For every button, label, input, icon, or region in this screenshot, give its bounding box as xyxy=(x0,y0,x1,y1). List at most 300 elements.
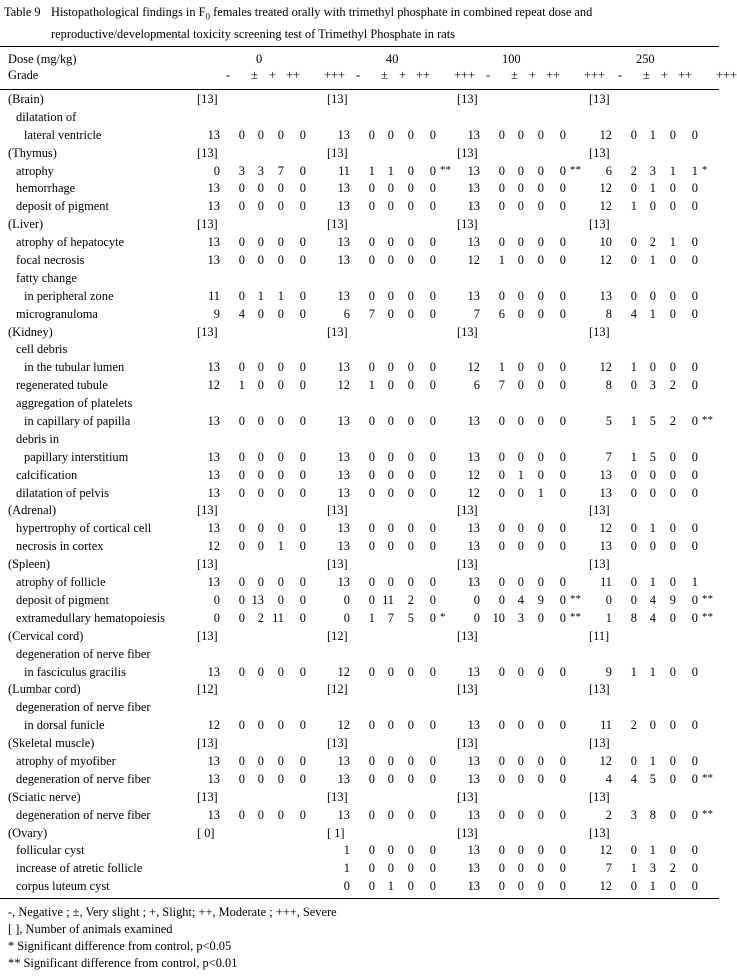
grade-count: 0 xyxy=(630,753,637,768)
grade-count: 3 xyxy=(257,163,264,178)
grade-count: 0 xyxy=(368,467,375,482)
grade-count: 0 xyxy=(299,235,306,250)
grade-count: 6 xyxy=(605,163,612,178)
grade-count: 1 xyxy=(630,360,637,375)
animal-count: [11] xyxy=(589,628,610,643)
grade-count: 1 xyxy=(669,235,676,250)
grade-count: 0 xyxy=(669,575,676,590)
significance-marker: * xyxy=(440,610,446,623)
animal-count: [13] xyxy=(589,736,610,751)
grade-count: 0 xyxy=(299,753,306,768)
grade-count: 0 xyxy=(299,718,306,733)
grade-count: 0 xyxy=(517,575,524,590)
animal-count: [13] xyxy=(197,789,218,804)
grade-count: 0 xyxy=(387,306,394,321)
grade-count: 0 xyxy=(517,718,524,733)
grade-count: 0 xyxy=(299,664,306,679)
grade-count: 0 xyxy=(537,771,544,786)
grade-count: 0 xyxy=(630,467,637,482)
organ-name: (Lumbar cord) xyxy=(8,682,81,697)
grade-count: 0 xyxy=(691,539,698,554)
finding-row xyxy=(0,521,721,539)
organ-row xyxy=(0,92,721,110)
grade-count: 0 xyxy=(429,575,436,590)
grade-count: 0 xyxy=(669,181,676,196)
grade-count: 13 xyxy=(337,288,350,303)
grade-count: 13 xyxy=(599,485,612,500)
grade-count: 0 xyxy=(429,288,436,303)
grade-count: 0 xyxy=(517,181,524,196)
finding-name: extramedullary hematopoiesis xyxy=(16,610,165,625)
grade-count: 12 xyxy=(599,521,612,536)
table-body xyxy=(0,92,721,897)
grade-count: 13 xyxy=(467,199,480,214)
grade-count: 0 xyxy=(387,181,394,196)
grade-count: 0 xyxy=(368,199,375,214)
grade-count: 0 xyxy=(407,253,414,268)
grade-count: 1 xyxy=(649,753,656,768)
finding-row xyxy=(0,199,721,217)
grade-count: 13 xyxy=(337,360,350,375)
title-subscript: 0 xyxy=(205,11,211,22)
finding-row xyxy=(0,861,721,879)
finding-row xyxy=(0,110,721,128)
grade-count: 0 xyxy=(387,861,394,876)
animal-count: [ 0] xyxy=(197,825,215,840)
grade-count: 13 xyxy=(599,288,612,303)
grade-count: 13 xyxy=(337,449,350,464)
finding-name: microgranuloma xyxy=(16,306,98,321)
grade-count: 0 xyxy=(368,861,375,876)
grade-count: 0 xyxy=(559,485,566,500)
finding-row xyxy=(0,611,721,629)
grade-count: 0 xyxy=(299,610,306,625)
grade-count: 0 xyxy=(517,253,524,268)
grade-count: 8 xyxy=(630,610,637,625)
grade-count: 0 xyxy=(537,807,544,822)
grade-count: 7 xyxy=(277,163,284,178)
organ-row xyxy=(0,736,721,754)
grade-count: 13 xyxy=(337,539,350,554)
grade-count: 0 xyxy=(537,610,544,625)
grade-count: 0 xyxy=(537,449,544,464)
grade-count: 0 xyxy=(669,843,676,858)
animal-count: [13] xyxy=(327,145,348,160)
animal-count: [13] xyxy=(197,145,218,160)
grade-count: 0 xyxy=(299,521,306,536)
grade-count: 0 xyxy=(429,127,436,142)
grade-count: 0 xyxy=(368,127,375,142)
finding-row xyxy=(0,468,721,486)
grade-count: 1 xyxy=(517,467,524,482)
grade-count: 0 xyxy=(368,235,375,250)
grade-count: 0 xyxy=(277,127,284,142)
grade-count: 0 xyxy=(299,163,306,178)
grade-count: 0 xyxy=(257,539,264,554)
grade-count: 13 xyxy=(467,163,480,178)
organ-name: (Adrenal) xyxy=(8,503,57,518)
grade-count: 8 xyxy=(605,378,612,393)
finding-row xyxy=(0,307,721,325)
organ-row xyxy=(0,557,721,575)
grade-count: 0 xyxy=(559,861,566,876)
grade-count: 0 xyxy=(299,127,306,142)
grade-count: 3 xyxy=(238,163,245,178)
grade-col-0-0: - xyxy=(226,68,231,82)
grade-count: 13 xyxy=(251,592,264,607)
grade-col-3-2: + xyxy=(661,68,668,82)
grade-col-1-4: +++ xyxy=(454,68,475,82)
grade-count: 13 xyxy=(207,199,220,214)
grade-count: 0 xyxy=(238,181,245,196)
grade-count: 0 xyxy=(407,843,414,858)
grade-count: 4 xyxy=(649,592,656,607)
grade-count: 13 xyxy=(467,771,480,786)
animal-count: [13] xyxy=(327,557,348,572)
grade-count: 0 xyxy=(238,360,245,375)
organ-row xyxy=(0,790,721,808)
animal-count: [13] xyxy=(457,92,478,106)
grade-count: 13 xyxy=(207,575,220,590)
animal-count: [13] xyxy=(197,557,218,572)
grade-count: 0 xyxy=(368,288,375,303)
finding-row xyxy=(0,808,721,826)
grade-count: 13 xyxy=(337,127,350,142)
finding-name: in peripheral zone xyxy=(24,288,114,303)
animal-count: [13] xyxy=(589,503,610,518)
grade-count: 0 xyxy=(498,879,505,894)
grade-count: 4 xyxy=(630,771,637,786)
grade-count: 4 xyxy=(649,610,656,625)
grade-count: 0 xyxy=(691,718,698,733)
grade-count: 0 xyxy=(277,306,284,321)
grade-count: 0 xyxy=(387,753,394,768)
grade-count: 12 xyxy=(337,664,350,679)
significance-marker: ** xyxy=(702,414,713,427)
grade-count: 0 xyxy=(559,449,566,464)
finding-name: necrosis in cortex xyxy=(16,539,104,554)
grade-count: 0 xyxy=(517,449,524,464)
animal-count: [13] xyxy=(457,682,478,697)
grade-count: 13 xyxy=(207,360,220,375)
grade-count: 0 xyxy=(691,467,698,482)
grade-count: 0 xyxy=(669,521,676,536)
grade-count: 0 xyxy=(343,592,350,607)
grade-count: 0 xyxy=(537,163,544,178)
grade-count: 0 xyxy=(407,306,414,321)
grade-count: 12 xyxy=(207,539,220,554)
finding-row xyxy=(0,164,721,182)
animal-count: [13] xyxy=(457,825,478,840)
significance-marker: ** xyxy=(702,807,713,820)
grade-col-2-3: ++ xyxy=(546,68,560,82)
grade-count: 0 xyxy=(429,664,436,679)
grade-count: 0 xyxy=(429,843,436,858)
grade-count: 0 xyxy=(257,253,264,268)
grade-count: 0 xyxy=(498,414,505,429)
grade-count: 0 xyxy=(387,378,394,393)
finding-row xyxy=(0,647,721,665)
grade-count: 13 xyxy=(337,807,350,822)
grade-count: 1 xyxy=(649,181,656,196)
table-title xyxy=(51,3,721,43)
grade-count: 3 xyxy=(649,378,656,393)
grade-count: 13 xyxy=(337,199,350,214)
finding-row xyxy=(0,396,721,414)
finding-name: corpus luteum cyst xyxy=(16,879,110,894)
grade-count: 0 xyxy=(368,753,375,768)
grade-count: 0 xyxy=(498,718,505,733)
grade-count: 0 xyxy=(238,592,245,607)
grade-count: 0 xyxy=(669,253,676,268)
grade-count: 0 xyxy=(299,360,306,375)
grade-count: 13 xyxy=(467,861,480,876)
animal-count: [13] xyxy=(327,324,348,339)
finding-row xyxy=(0,879,721,897)
grade-count: 0 xyxy=(368,360,375,375)
grade-col-3-1: ± xyxy=(643,68,650,82)
grade-count: 5 xyxy=(407,610,414,625)
grade-count: 0 xyxy=(238,610,245,625)
grade-count: 0 xyxy=(277,575,284,590)
finding-name: in dorsal funicle xyxy=(24,718,105,733)
grade-count: 0 xyxy=(387,288,394,303)
grade-count: 0 xyxy=(299,807,306,822)
grade-count: 0 xyxy=(387,449,394,464)
grade-count: 2 xyxy=(649,235,656,250)
grade-count: 0 xyxy=(299,467,306,482)
grade-count: 0 xyxy=(630,592,637,607)
grade-count: 0 xyxy=(669,306,676,321)
animal-count: [13] xyxy=(457,217,478,232)
dose-250: 250 xyxy=(636,52,655,66)
grade-count: 0 xyxy=(669,485,676,500)
grade-count: 13 xyxy=(337,575,350,590)
grade-count: 0 xyxy=(429,467,436,482)
grade-count: 0 xyxy=(257,449,264,464)
grade-count: 0 xyxy=(537,127,544,142)
grade-count: 0 xyxy=(517,807,524,822)
grade-count: 0 xyxy=(257,521,264,536)
grade-col-2-0: - xyxy=(486,68,491,82)
grade-count: 0 xyxy=(387,539,394,554)
grade-count: 0 xyxy=(559,879,566,894)
grade-count: 0 xyxy=(517,485,524,500)
grade-count: 0 xyxy=(669,753,676,768)
grade-count: 0 xyxy=(387,521,394,536)
grade-count: 0 xyxy=(559,360,566,375)
grade-count: 1 xyxy=(649,127,656,142)
grade-count: 1 xyxy=(649,253,656,268)
finding-name: hemorrhage xyxy=(16,181,76,196)
grade-col-0-3: ++ xyxy=(286,68,300,82)
grade-count: 1 xyxy=(343,861,350,876)
grade-count: 0 xyxy=(368,539,375,554)
animal-count: [13] xyxy=(457,736,478,751)
grade-count: 0 xyxy=(559,575,566,590)
finding-name: degeneration of nerve fiber xyxy=(16,700,151,715)
grade-count: 13 xyxy=(207,521,220,536)
finding-row xyxy=(0,665,721,683)
grade-count: 0 xyxy=(238,575,245,590)
grade-count: 0 xyxy=(299,592,306,607)
grade-count: 0 xyxy=(498,539,505,554)
grade-count: 2 xyxy=(605,807,612,822)
grade-count: 13 xyxy=(467,539,480,554)
grade-count: 0 xyxy=(343,879,350,894)
grade-col-1-2: + xyxy=(399,68,406,82)
animal-count: [12] xyxy=(197,682,218,697)
grade-count: 0 xyxy=(407,771,414,786)
grade-count: 0 xyxy=(537,521,544,536)
animal-count: [13] xyxy=(457,324,478,339)
finding-row xyxy=(0,378,721,396)
grade-count: 0 xyxy=(691,181,698,196)
grade-count: 3 xyxy=(649,163,656,178)
grade-count: 0 xyxy=(649,199,656,214)
footnote-p05: * Significant difference from control, p<0.05 xyxy=(8,939,232,953)
grade-count: 13 xyxy=(207,664,220,679)
grade-count: 0 xyxy=(473,610,480,625)
grade-count: 0 xyxy=(429,879,436,894)
grade-count: 0 xyxy=(649,539,656,554)
grade-count: 0 xyxy=(559,467,566,482)
grade-count: 0 xyxy=(407,664,414,679)
grade-count: 0 xyxy=(429,771,436,786)
grade-count: 1 xyxy=(630,861,637,876)
grade-count: 7 xyxy=(605,861,612,876)
grade-count: 7 xyxy=(605,449,612,464)
grade-count: 0 xyxy=(387,414,394,429)
grade-count: 12 xyxy=(599,879,612,894)
grade-count: 12 xyxy=(207,718,220,733)
grade-count: 0 xyxy=(691,879,698,894)
grade-count: 0 xyxy=(517,664,524,679)
grade-count: 0 xyxy=(238,467,245,482)
grade-count: 1 xyxy=(498,253,505,268)
grade-count: 0 xyxy=(498,843,505,858)
grade-count: 1 xyxy=(649,306,656,321)
grade-count: 0 xyxy=(691,592,698,607)
animal-count: [13] xyxy=(589,92,610,106)
grade-count: 0 xyxy=(429,610,436,625)
finding-name: in capillary of papilla xyxy=(24,414,131,429)
grade-count: 0 xyxy=(498,181,505,196)
grade-count: 1 xyxy=(691,575,698,590)
grade-count: 13 xyxy=(207,127,220,142)
table-label: Table 9 xyxy=(4,5,41,19)
grade-count: 0 xyxy=(669,539,676,554)
grade-count: 0 xyxy=(277,414,284,429)
grade-count: 13 xyxy=(207,449,220,464)
grade-count: 0 xyxy=(407,467,414,482)
animal-count: [13] xyxy=(197,628,218,643)
grade-count: 0 xyxy=(498,861,505,876)
organ-name: (Skeletal muscle) xyxy=(8,736,95,751)
grade-count: 0 xyxy=(387,253,394,268)
grade-count: 0 xyxy=(257,360,264,375)
grade-count: 0 xyxy=(691,360,698,375)
grade-count: 0 xyxy=(537,181,544,196)
grade-count: 0 xyxy=(559,306,566,321)
grade-count: 0 xyxy=(407,181,414,196)
grade-count: 2 xyxy=(669,414,676,429)
grade-count: 0 xyxy=(429,753,436,768)
dose-0: 0 xyxy=(256,52,263,66)
finding-row xyxy=(0,754,721,772)
grade-count: 0 xyxy=(517,414,524,429)
grade-count: 0 xyxy=(691,753,698,768)
grade-count: 0 xyxy=(429,861,436,876)
grade-count: 4 xyxy=(630,306,637,321)
grade-count: 0 xyxy=(257,575,264,590)
grade-count: 0 xyxy=(257,771,264,786)
grade-count: 0 xyxy=(517,521,524,536)
grade-count: 13 xyxy=(467,288,480,303)
finding-name: lateral ventricle xyxy=(24,127,102,142)
grade-col-0-1: ± xyxy=(251,68,258,82)
footnote-grades: -, Negative ; ±, Very slight ; +, Slight; ++, Moderate ; +++, Severe xyxy=(8,905,337,919)
grade-count: 0 xyxy=(257,306,264,321)
grade-count: 0 xyxy=(498,753,505,768)
grade-count: 0 xyxy=(277,199,284,214)
grade-count: 0 xyxy=(559,843,566,858)
finding-row xyxy=(0,181,721,199)
grade-count: 0 xyxy=(559,181,566,196)
grade-count: 0 xyxy=(277,592,284,607)
grade-count: 8 xyxy=(605,306,612,321)
grade-count: 0 xyxy=(387,235,394,250)
finding-name: fatty change xyxy=(16,270,77,285)
grade-count: 0 xyxy=(473,592,480,607)
grade-col-2-1: ± xyxy=(511,68,518,82)
grade-count: 0 xyxy=(238,807,245,822)
grade-count: 0 xyxy=(630,127,637,142)
grade-count: 0 xyxy=(669,127,676,142)
grade-count: 0 xyxy=(429,181,436,196)
grade-count: 1 xyxy=(669,163,676,178)
grade-count: 0 xyxy=(407,414,414,429)
title-text-2: females treated orally with trimethyl phosphate in combined repeat dose and reproductive/developmental toxicity screening test of Trimethyl Phosphate in rats xyxy=(51,5,593,42)
grade-count: 0 xyxy=(213,163,220,178)
grade-count: 5 xyxy=(605,414,612,429)
animal-count: [13] xyxy=(589,789,610,804)
grade-count: 1 xyxy=(498,360,505,375)
grade-col-0-4: +++ xyxy=(324,68,345,82)
grade-count: 0 xyxy=(238,235,245,250)
grade-count: 0 xyxy=(368,414,375,429)
grade-count: 2 xyxy=(257,610,264,625)
grade-count: 2 xyxy=(630,163,637,178)
grade-count: 0 xyxy=(559,771,566,786)
grade-count: 0 xyxy=(559,127,566,142)
grade-count: 0 xyxy=(669,449,676,464)
grade-count: 3 xyxy=(649,861,656,876)
grade-count: 0 xyxy=(368,181,375,196)
grade-count: 0 xyxy=(238,664,245,679)
grade-count: 13 xyxy=(337,253,350,268)
grade-count: 5 xyxy=(649,449,656,464)
finding-row xyxy=(0,289,721,307)
grade-count: 0 xyxy=(559,521,566,536)
grade-count: 0 xyxy=(517,360,524,375)
finding-name: atrophy of hepatocyte xyxy=(16,235,125,250)
grade-count: 0 xyxy=(387,718,394,733)
grade-count: 12 xyxy=(207,378,220,393)
grade-count: 13 xyxy=(467,843,480,858)
grade-count: 12 xyxy=(599,199,612,214)
animal-count: [13] xyxy=(197,92,218,106)
